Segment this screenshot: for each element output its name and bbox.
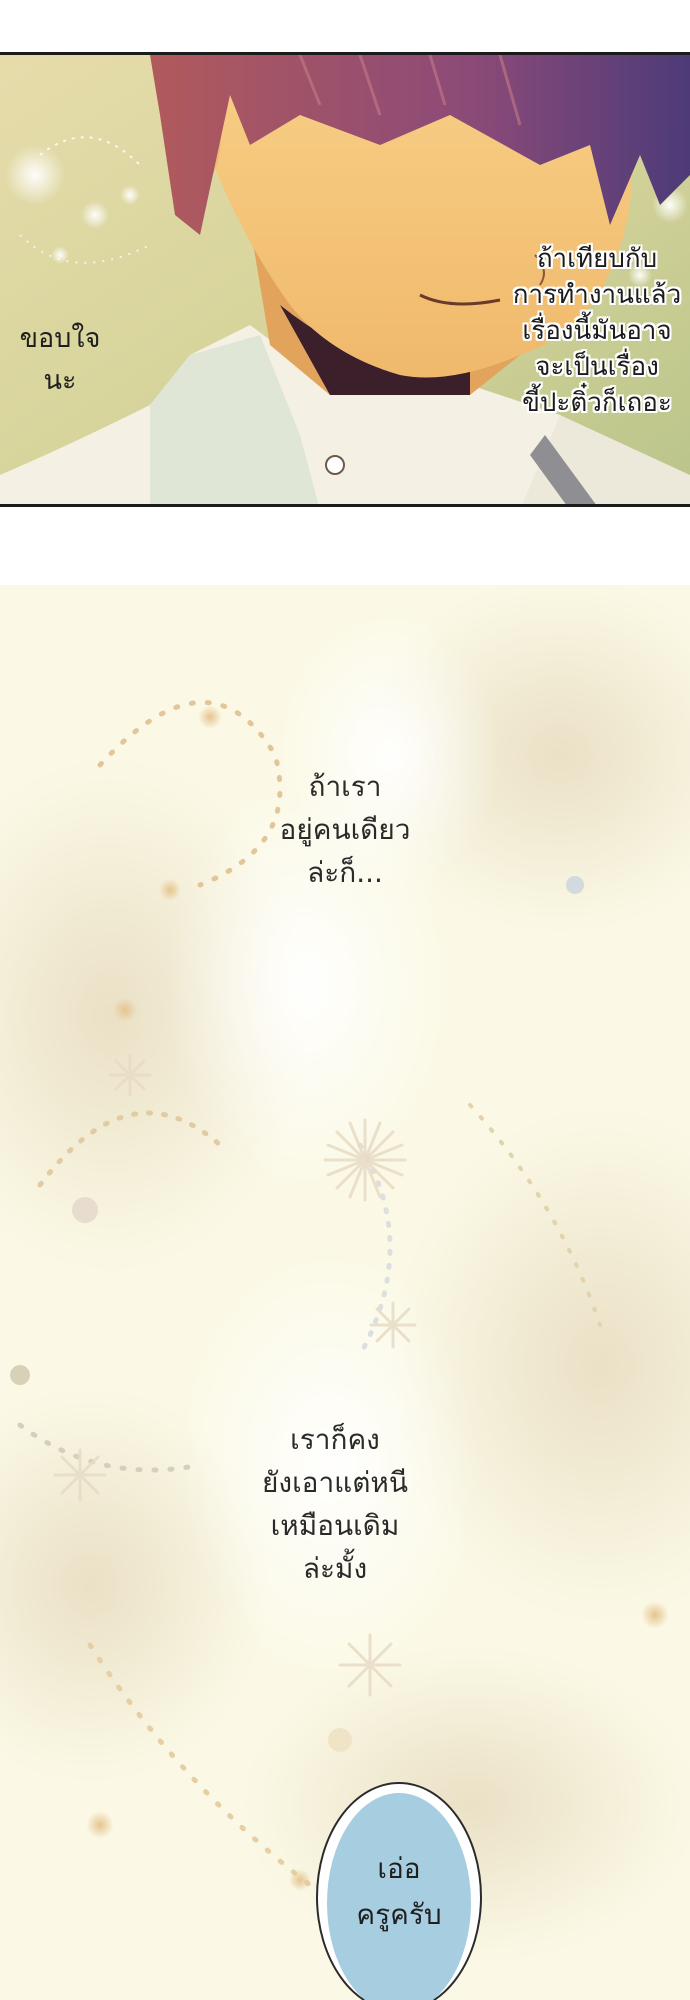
narration-caption-2 (235, 1418, 435, 1590)
caption-line: ยังเอาแต่หนี (261, 1466, 408, 1499)
bubble-line: เอ่อ (377, 1852, 421, 1885)
top-comic-panel (0, 52, 690, 507)
speech-bubble (316, 1782, 482, 2000)
caption-line: ล่ะก็... (307, 856, 383, 889)
right-narration-caption (502, 241, 690, 421)
caption-line: การทำงานแล้ว (512, 280, 682, 310)
caption-line: ขี้ปะติ๋วก็เถอะ (522, 388, 672, 418)
caption-line: อยู่คนเดียว (279, 813, 411, 846)
speech-bubble-text (318, 1846, 480, 1938)
caption-line: ล่ะมั้ง (302, 1552, 368, 1585)
caption-line: เหมือนเดิม (270, 1509, 400, 1542)
bubble-line: ครูครับ (356, 1898, 442, 1931)
caption-line: ถ้าเทียบกับ (536, 244, 658, 274)
caption-line: นะ (43, 365, 77, 396)
caption-line: ถ้าเรา (308, 770, 382, 803)
caption-line: ขอบใจ (19, 323, 101, 354)
caption-line: จะเป็นเรื่อง (535, 352, 659, 382)
narration-caption-1 (245, 765, 445, 894)
caption-line: เราก็คง (290, 1423, 380, 1456)
left-dialogue-caption (10, 318, 110, 402)
bottom-comic-panel (0, 585, 690, 2000)
caption-line: เรื่องนี้มันอาจ (522, 316, 672, 346)
